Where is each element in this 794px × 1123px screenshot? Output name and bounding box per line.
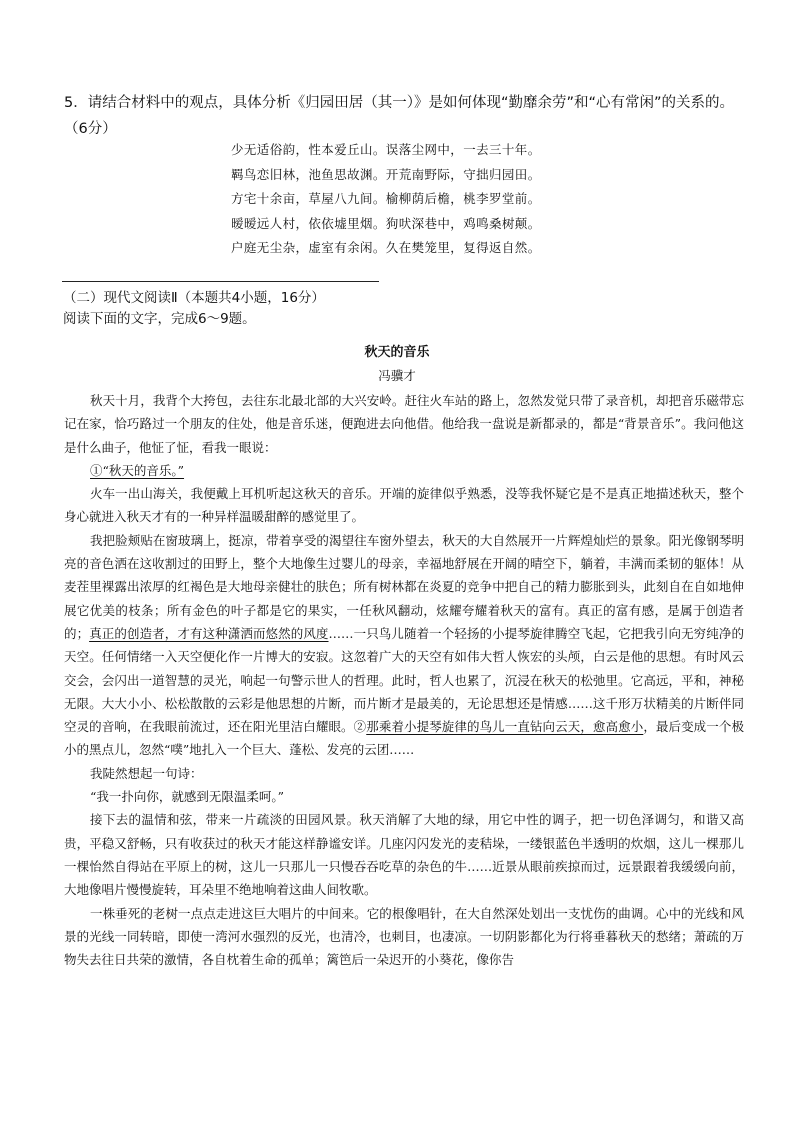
poem-line: 暧暧远人村，依依墟里烟。狗吠深巷中，鸡鸣桑树颠。	[231, 215, 541, 231]
poem-line: 户庭无尘杂，虚室有余闲。久在樊笼里，复得返自然。	[231, 240, 541, 255]
paragraph	[64, 529, 744, 762]
poem-line: 方宅十余亩，草屋八九间。榆柳荫后檐，桃李罗堂前。	[231, 191, 541, 206]
marked-sentence-1: ①“秋天的音乐。”	[90, 462, 185, 478]
paragraph-text: ，最后变成一个极小的黑点儿，忽然“噗”地扎入一个巨大、蓬松、发亮的云团……	[64, 719, 744, 758]
article-title: 秋天的音乐	[364, 345, 430, 360]
paragraph: 接下去的温情和弦，带来一片疏淡的田园风景。秋天消解了大地的绿，用它中性的调子，把一切色泽调匀，和谐又高贵，平稳又舒畅，只有收获过的秋天才能这样静谧安详。几座闪闪发光的麦秸垛，一缕银蓝色半透明的炊烟，这儿一棵那儿一棵怡然自得站在平原上的树，这儿一只那儿一只慢吞吞吃草的杂色的牛……近景从眼前疾掠而过，远景跟着我缓缓向前，大地像唱片慢慢旋转，耳朵里不绝地响着这曲人间牧歌。	[64, 812, 744, 898]
paragraph-text: 我把脸颊贴在窗玻璃上，挺凉，带着享受的渴望往车窗外望去，秋天的大自然展开一片辉煌灿烂的景象。阳光像钢琴明亮的音色洒在这收割过的田野上，整个大地像生过婴儿的母亲，幸福地舒展在开阔的晴空下，躺着，丰满而柔韧的躯体！从麦茬里裸露出浓厚的红褐色是大地母亲健壮的肤色；所有树林都在炎夏的竞争中把自己的精力膨胀到头，此刻自在自如地伸展它优美的枝条；所有金色的叶子都是它的果实，一任秋风翻动，炫耀夸耀着秋天的富有。真正的富有感，是属于创造者的；	[64, 532, 744, 641]
paragraph: 我陡然想起一句诗：	[90, 765, 203, 781]
section-header	[63, 288, 325, 330]
paragraph: 秋天十月，我背个大挎包，去往东北最北部的大兴安岭。赶往火车站的路上，忽然发觉只带了录音机，却把音乐磁带忘记在家，恰巧路过一个朋友的住处，他是音乐迷，便跑进去向他借。他给我一盘说是新都录的，都是“背景音乐”。我问他这是什么曲子，他怔了怔，看我一眼说：	[64, 393, 744, 455]
underlined-phrase: 真正的创造者，才有这种潇洒而悠然的风度	[89, 625, 329, 641]
article-author: 冯骥才	[378, 368, 416, 383]
section-instruction: 阅读下面的文字，完成6～9题。	[63, 311, 256, 327]
poem-line: 少无适俗韵，性本爱丘山。误落尘网中，一去三十年。	[231, 142, 541, 157]
section-heading: （二）现代文阅读Ⅱ（本题共4小题，16分）	[63, 290, 325, 306]
section-divider	[62, 281, 379, 282]
poem-line: 羁鸟恋旧林，池鱼思故渊。开荒南野际，守拙归园田。	[231, 166, 541, 182]
article-body	[64, 389, 744, 971]
marked-sentence-2: 那乘着小提琴旋律的鸟儿一直钻向云天，愈高愈小	[366, 719, 644, 735]
paragraph: 一株垂死的老树一点点走进这巨大唱片的中间来。它的根像唱针，在大自然深处划出一支忧伤的曲调。心中的光线和风景的光线一同转暗，即使一湾河水强烈的反光，也清冷，也刺目，也凄凉。一切阴影都化为行将垂暮秋天的愁绪；萧疏的万物失去往日共荣的激情，各自枕着生命的孤单；篱笆后一朵迟开的小葵花，像你告	[64, 905, 744, 968]
paragraph: “我一扑向你，就感到无限温柔呵。”	[90, 789, 285, 805]
question-5: 5．请结合材料中的观点，具体分析《归园田居（其一）》是如何体现“勤靡余劳”和“心有常闲”的关系的。（6分）	[64, 95, 735, 137]
paragraph	[64, 459, 744, 482]
paragraph: 火车一出山海关，我便戴上耳机听起这秋天的音乐。开端的旋律似乎熟悉，没等我怀疑它是不是真正地描述秋天，整个身心就进入秋天才有的一种异样温暖甜醉的感觉里了。	[64, 486, 744, 525]
paragraph-text: ……一只鸟儿随着一个轻扬的小提琴旋律腾空飞起，它把我引向无穷纯净的天空。任何情绪一入天空便化作一片博大的安寂。这忽着广大的天空有如伟大哲人恢宏的头颅，白云是他的思想。有时风云交会，会闪出一道智慧的灵光，响起一句警示世人的哲理。此时，哲人也累了，沉浸在秋天的松弛里。它高远，平和，神秘无限。大大小小、松松散散的云彩是他思想的片断，而片断才是最美的，无论思想还是情感……这千形万状精美的片断伴同空灵的音响，在我眼前流过，还在阳光里洁白耀眼。②	[64, 625, 744, 735]
poem-block	[231, 138, 541, 261]
